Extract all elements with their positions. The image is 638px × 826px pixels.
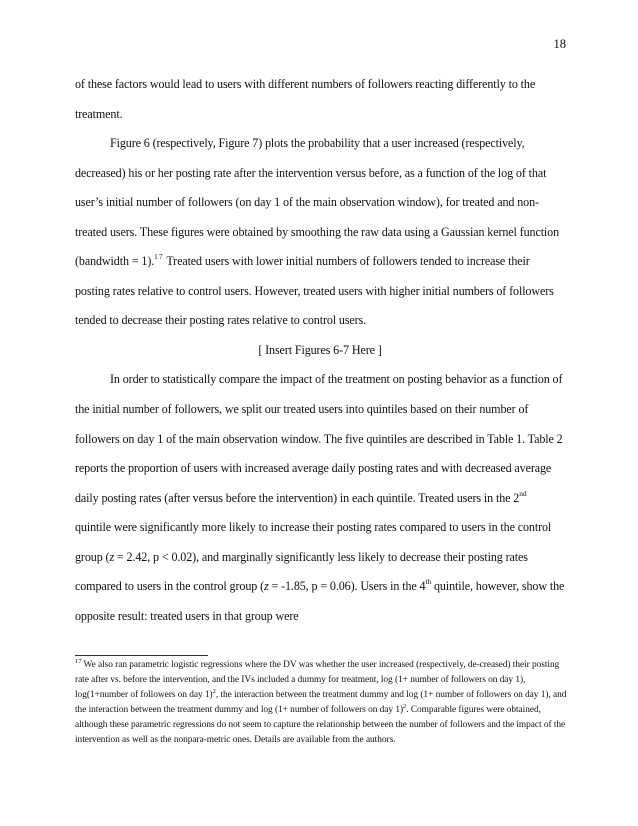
ordinal-suffix-nd: nd xyxy=(519,488,527,498)
paragraph-3-text-d: = -1.85, p = 0.06). Users in the 4 xyxy=(268,579,426,594)
page-number: 18 xyxy=(553,37,566,51)
z-symbol: z xyxy=(109,549,115,564)
paragraph-3-text-a: In order to statistically compare the impact of the treatment on posting behavior as a function of the initial number of followers, we split our treated users into quintiles based on their number of followers on day 1 of the main observation window. The five quintiles are described in Table 1. Table 2 reports the proportion of users with increased average daily posting rates and with decreased average daily posting rates (after versus before the intervention) in each quintile. Treated users in the 2 xyxy=(75,372,563,505)
body-text xyxy=(75,70,565,631)
paragraph-3 xyxy=(75,365,565,631)
footnote-rule xyxy=(75,655,208,656)
footnote-text-c: . Comparable figures were obtained, although these parametric regressions do not seem to capture the relationship between the number of followers and the impact of the intervention as well as the nonpara-metric ones. Details are available from the authors. xyxy=(75,705,566,746)
footnote-marker: 17 xyxy=(75,658,82,665)
squared-superscript: 2 xyxy=(212,688,216,696)
paragraph-2-tail: Treated users with lower initial numbers of followers tended to increase their posting rates relative to control users. However, treated users with higher initial numbers of followers tended to decrease their posting rates relative to control users. xyxy=(75,254,554,328)
ordinal-suffix-th: th xyxy=(425,577,432,587)
paragraph-3-text-c: = 2.42, p < 0.02), and marginally significantly less likely to decrease their posting rates compared to users in the control group ( xyxy=(75,549,528,594)
z-symbol: z xyxy=(263,579,269,594)
paragraph-3-text-b: quintile were significantly more likely to increase their posting rates compared to users in the control group ( xyxy=(75,520,552,564)
footnote-text-b: , the interaction between the treatment dummy and log (1+ number of followers on day 1), and the interaction between the treatment dummy and log (1+ number of followers on day 1) xyxy=(75,690,567,716)
footnote-reference: 17 xyxy=(154,252,164,262)
paragraph-1: of these factors would lead to users with different numbers of followers reacting differently to the treatment. xyxy=(75,77,536,121)
footnote-text-a: We also ran parametric logistic regressions where the DV was whether the user increased (respectively, de-creased) their posting rate after vs. before the intervention, and the IVs included a dummy for treatment, log (1+ number of followers on day 1), log(1+number of followers on day 1) xyxy=(75,660,560,701)
paragraph-2 xyxy=(75,129,565,336)
paragraph-2-main: Figure 6 (respectively, Figure 7) plots the probability that a user increased (respectively, decreased) his or her posting rate after the intervention versus before, as a function of the log of that user’s initial number of followers (on day 1 of the main observation window), for treated and non-treated users. These figures were obtained by smoothing the raw data using a Gaussian kernel function (bandwidth = 1). xyxy=(75,136,560,269)
squared-superscript: 2 xyxy=(403,703,407,711)
insert-figures-note: [ Insert Figures 6-7 Here ] xyxy=(258,342,382,357)
paragraph-3-text-e: quintile, however, show the opposite result: treated users in that group were xyxy=(75,579,565,623)
footnote xyxy=(75,658,570,749)
